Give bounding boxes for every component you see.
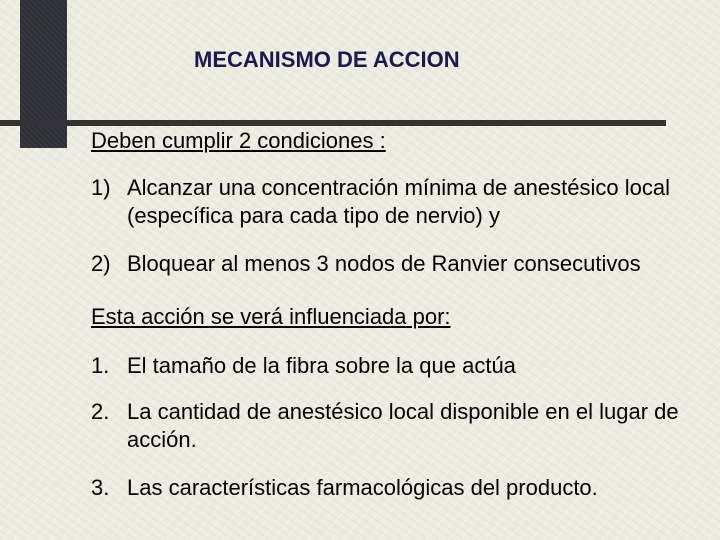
title-divider: [0, 120, 666, 126]
factor-item: [91, 398, 716, 454]
list-number: 2.: [91, 399, 110, 424]
list-number: 2): [91, 251, 111, 276]
slide-body: [91, 128, 716, 502]
factor-item: [91, 474, 716, 502]
condition-text: Bloquear al menos 3 nodos de Ranvier consecutivos: [127, 251, 641, 276]
condition-text: Alcanzar una concentración mínima de anestésico local (específica para cada tipo de nervio) y: [127, 175, 670, 228]
slide-title: MECANISMO DE ACCION: [194, 47, 460, 72]
factor-text: El tamaño de la fibra sobre la que actúa: [127, 353, 516, 378]
list-number: 3.: [91, 475, 110, 500]
condition-item: [91, 250, 716, 278]
factor-text: La cantidad de anestésico local disponible en el lugar de acción.: [127, 399, 679, 452]
conditions-heading: Deben cumplir 2 condiciones :: [91, 128, 386, 153]
condition-item: [91, 174, 716, 230]
list-number: 1.: [91, 353, 110, 378]
factor-item: [91, 352, 716, 380]
list-number: 1): [91, 175, 111, 200]
factor-text: Las características farmacológicas del producto.: [127, 475, 598, 500]
factors-heading: Esta acción se verá influenciada por:: [91, 304, 451, 329]
